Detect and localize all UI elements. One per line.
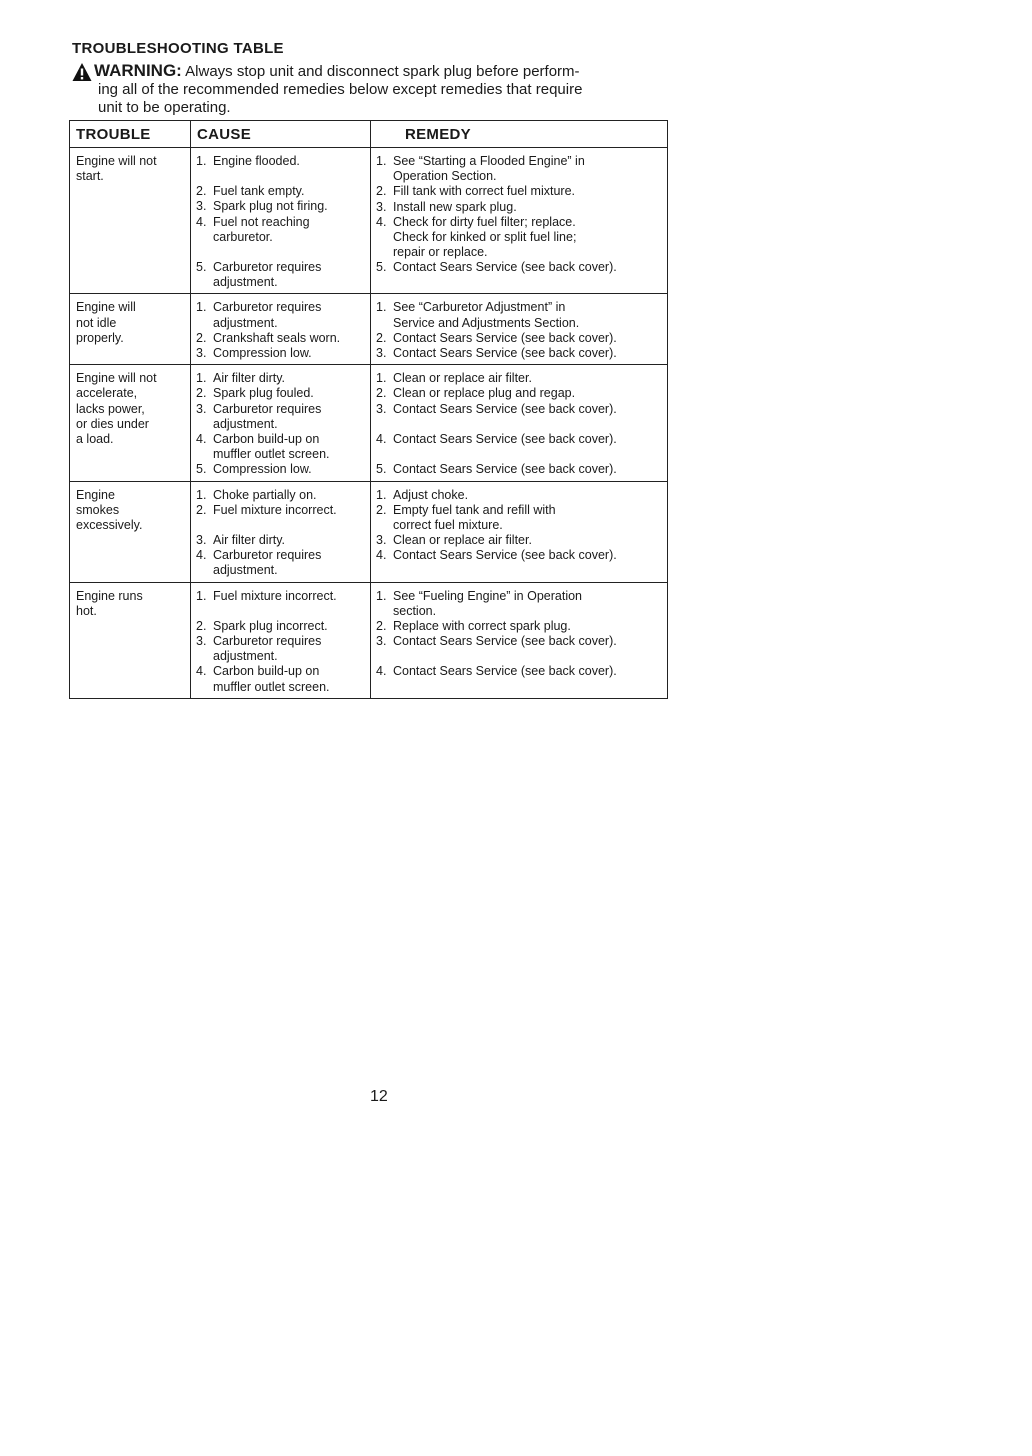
item-number: 2. (376, 330, 387, 345)
remedy-item (376, 634, 663, 649)
table-body (70, 148, 668, 699)
trouble-cell (70, 582, 191, 698)
remedy-item (376, 533, 663, 548)
item-text-line: Clean or replace air filter. (393, 533, 532, 548)
item-text-line: Install new spark plug. (393, 199, 517, 214)
item-text-line: section. (393, 603, 437, 618)
item-text (213, 402, 366, 432)
header-trouble: TROUBLE (70, 121, 191, 148)
spacer (376, 649, 663, 664)
trouble-text-line: Engine will not (76, 154, 157, 168)
item-text-line: Contact Sears Service (see back cover). (393, 401, 617, 416)
item-number: 1. (196, 300, 207, 315)
item-number: 4. (376, 548, 387, 563)
trouble-text-line: accelerate, (76, 386, 138, 401)
item-number: 2. (376, 184, 387, 199)
item-number: 3. (196, 401, 207, 416)
item-text-line: adjustment. (213, 649, 278, 664)
remedy-item (376, 664, 663, 679)
item-text (393, 154, 663, 184)
item-text-line: adjustment. (213, 563, 278, 578)
item-number: 1. (376, 154, 387, 168)
remedy-item (376, 402, 663, 417)
item-text-line: Fuel mixture incorrect. (213, 588, 337, 603)
item-text-line: Air filter dirty. (213, 533, 285, 548)
trouble-text-line: a load. (76, 432, 114, 447)
remedy-item (376, 154, 663, 184)
item-text-line: Compression low. (213, 462, 312, 477)
trouble-cell (70, 481, 191, 582)
item-text (393, 346, 663, 361)
item-text (393, 548, 663, 563)
cause-cell (191, 481, 371, 582)
remedy-cell (371, 365, 668, 481)
item-text-line: Check for dirty fuel filter; replace. (393, 214, 576, 229)
item-text-line: Contact Sears Service (see back cover). (393, 634, 617, 649)
cause-item (196, 533, 366, 548)
warning-text-line-3: unit to be operating. (98, 99, 231, 116)
item-number: 2. (376, 502, 387, 517)
item-number: 3. (376, 634, 387, 649)
table-row (70, 148, 668, 294)
item-text-line: adjustment. (213, 315, 278, 330)
spacer (196, 604, 366, 619)
table-row (70, 294, 668, 365)
item-number: 1. (196, 154, 207, 168)
item-text-line: Carburetor requires (213, 300, 322, 315)
item-number: 2. (196, 330, 207, 345)
cause-item (196, 619, 366, 634)
cause-item (196, 503, 366, 518)
item-text-line: Contact Sears Service (see back cover). (393, 462, 617, 477)
cause-item (196, 215, 366, 245)
cause-item (196, 346, 366, 361)
item-number: 1. (376, 371, 387, 386)
item-text-line: Fuel mixture incorrect. (213, 502, 337, 517)
table-row (70, 365, 668, 481)
cause-item (196, 432, 366, 462)
item-text (213, 346, 366, 361)
remedy-cell (371, 481, 668, 582)
trouble-text-line: properly. (76, 330, 124, 345)
cause-item (196, 402, 366, 432)
cause-cell (191, 148, 371, 294)
item-text (393, 503, 663, 533)
remedy-cell (371, 294, 668, 365)
trouble-text-line: hot. (76, 603, 97, 618)
remedy-item (376, 346, 663, 361)
cause-item (196, 634, 366, 664)
item-text-line: Carbon build-up on (213, 432, 320, 447)
cause-item (196, 260, 366, 290)
item-text (393, 488, 663, 503)
item-number: 4. (196, 214, 207, 229)
trouble-cell (70, 294, 191, 365)
item-text-line: adjustment. (213, 275, 278, 290)
item-text (213, 548, 366, 578)
item-text-line: muffler outlet screen. (213, 447, 330, 462)
item-number: 5. (196, 260, 207, 275)
warning-block (72, 62, 672, 117)
item-text-line: Clean or replace plug and regap. (393, 386, 576, 401)
item-text-line: See “Fueling Engine” in Operation (393, 588, 583, 603)
cause-item (196, 589, 366, 604)
item-text (393, 260, 663, 275)
item-text-line: Crankshaft seals worn. (213, 330, 341, 345)
remedy-item (376, 331, 663, 346)
header-remedy: REMEDY (371, 121, 668, 148)
page-title: TROUBLESHOOTING TABLE (72, 40, 284, 57)
warning-text-line-1: Always stop unit and disconnect spark plug before perform- (185, 63, 580, 80)
item-text (393, 215, 663, 261)
item-number: 3. (196, 346, 207, 361)
item-text-line: See “Starting a Flooded Engine” in (393, 154, 585, 168)
trouble-cell (70, 148, 191, 294)
remedy-item (376, 589, 663, 619)
page-number: 12 (370, 1088, 388, 1105)
item-number: 3. (196, 199, 207, 214)
item-number: 1. (196, 487, 207, 502)
item-text-line: Spark plug fouled. (213, 386, 314, 401)
item-text (213, 154, 366, 169)
remedy-cell (371, 582, 668, 698)
spacer (196, 518, 366, 533)
table-header-row (70, 121, 668, 148)
item-number: 1. (376, 588, 387, 603)
item-number: 4. (196, 432, 207, 447)
item-number: 3. (196, 634, 207, 649)
item-text (393, 371, 663, 386)
item-text-line: Carbon build-up on (213, 664, 320, 679)
item-text (213, 260, 366, 290)
cause-item (196, 154, 366, 169)
item-text-line: Contact Sears Service (see back cover). (393, 431, 617, 446)
item-number: 2. (376, 619, 387, 634)
item-text (393, 634, 663, 649)
remedy-item (376, 548, 663, 563)
trouble-text-line: Engine will (76, 300, 136, 315)
trouble-text-line: smokes (76, 502, 120, 517)
item-number: 5. (376, 260, 387, 275)
item-number: 2. (196, 184, 207, 199)
remedy-item (376, 215, 663, 261)
item-text (393, 589, 663, 619)
trouble-text-line: or dies under (76, 416, 149, 431)
item-number: 4. (376, 431, 387, 446)
item-number: 3. (376, 533, 387, 548)
item-text-line: Contact Sears Service (see back cover). (393, 330, 617, 345)
item-number: 2. (196, 618, 207, 633)
item-text-line: Fuel not reaching (213, 214, 310, 229)
warning-text-line-2: ing all of the recommended remedies below except remedies that require (98, 81, 583, 98)
item-text (393, 402, 663, 417)
spacer (376, 417, 663, 432)
item-text-line: Carburetor requires (213, 260, 322, 275)
item-text-line: Carburetor requires (213, 401, 322, 416)
item-text-line: Compression low. (213, 346, 312, 361)
item-text (213, 300, 366, 330)
item-number: 4. (376, 214, 387, 229)
header-cause: CAUSE (191, 121, 371, 148)
item-text-line: correct fuel mixture. (393, 518, 503, 533)
item-text (213, 503, 366, 518)
cause-cell (191, 582, 371, 698)
item-text-line: adjustment. (213, 416, 278, 431)
cause-item (196, 199, 366, 214)
cause-item (196, 488, 366, 503)
item-number: 2. (196, 386, 207, 401)
item-number: 4. (196, 664, 207, 679)
remedy-item (376, 462, 663, 477)
trouble-text-line: excessively. (76, 518, 143, 533)
remedy-cell (371, 148, 668, 294)
item-text (213, 634, 366, 664)
table-row (70, 481, 668, 582)
item-text-line: Engine flooded. (213, 154, 300, 168)
remedy-item (376, 432, 663, 447)
item-text-line: Spark plug incorrect. (213, 618, 328, 633)
cause-item (196, 386, 366, 401)
cause-item (196, 548, 366, 578)
item-text (213, 619, 366, 634)
cause-cell (191, 294, 371, 365)
cause-item (196, 371, 366, 386)
item-text-line: Clean or replace air filter. (393, 371, 532, 386)
item-text-line: Service and Adjustments Section. (393, 315, 580, 330)
item-text (213, 215, 366, 245)
item-text (393, 619, 663, 634)
item-text-line: Air filter dirty. (213, 371, 285, 386)
item-text (213, 386, 366, 401)
trouble-text-line: start. (76, 169, 104, 184)
item-text-line: Carburetor requires (213, 634, 322, 649)
remedy-item (376, 260, 663, 275)
item-text (393, 300, 663, 330)
item-text-line: Fuel tank empty. (213, 184, 305, 199)
item-text (213, 462, 366, 477)
item-text-line: carburetor. (213, 229, 273, 244)
spacer (376, 447, 663, 462)
trouble-text-line: lacks power, (76, 401, 145, 416)
troubleshooting-table (69, 120, 668, 699)
item-text (213, 488, 366, 503)
spacer (196, 245, 366, 260)
item-number: 3. (376, 346, 387, 361)
item-text-line: Operation Section. (393, 169, 497, 184)
cause-item (196, 300, 366, 330)
item-text (213, 371, 366, 386)
remedy-item (376, 619, 663, 634)
item-number: 5. (376, 462, 387, 477)
trouble-text-line: Engine runs (76, 588, 143, 603)
trouble-cell (70, 365, 191, 481)
cause-item (196, 331, 366, 346)
item-text-line: Contact Sears Service (see back cover). (393, 346, 617, 361)
table-row (70, 582, 668, 698)
trouble-text-line: not idle (76, 315, 117, 330)
remedy-item (376, 184, 663, 199)
warning-triangle-icon (72, 62, 92, 82)
remedy-item (376, 488, 663, 503)
cause-cell (191, 365, 371, 481)
remedy-item (376, 503, 663, 533)
item-text (213, 664, 366, 694)
cause-item (196, 184, 366, 199)
item-text-line: repair or replace. (393, 245, 488, 260)
remedy-item (376, 386, 663, 401)
item-text-line: Contact Sears Service (see back cover). (393, 548, 617, 563)
item-number: 5. (196, 462, 207, 477)
remedy-item (376, 371, 663, 386)
item-text-line: Adjust choke. (393, 487, 469, 502)
item-text (393, 184, 663, 199)
item-number: 1. (196, 371, 207, 386)
item-text-line: Check for kinked or split fuel line; (393, 230, 577, 245)
item-text-line: Empty fuel tank and refill with (393, 502, 556, 517)
item-text-line: Contact Sears Service (see back cover). (393, 664, 617, 679)
item-number: 2. (196, 502, 207, 517)
item-text (393, 462, 663, 477)
item-number: 4. (376, 664, 387, 679)
item-text-line: See “Carburetor Adjustment” in (393, 300, 566, 315)
item-number: 1. (376, 487, 387, 502)
item-text (393, 331, 663, 346)
item-text (393, 386, 663, 401)
item-text-line: Choke partially on. (213, 487, 317, 502)
spacer (196, 169, 366, 184)
item-text (393, 432, 663, 447)
item-text-line: Spark plug not firing. (213, 199, 328, 214)
item-number: 2. (376, 386, 387, 401)
item-text-line: Contact Sears Service (see back cover). (393, 260, 617, 275)
item-text (213, 589, 366, 604)
item-text-line: Fill tank with correct fuel mixture. (393, 184, 575, 199)
item-text-line: Replace with correct spark plug. (393, 619, 571, 634)
item-text-line: Carburetor requires (213, 548, 322, 563)
warning-label: WARNING: (94, 61, 182, 80)
item-text-line: muffler outlet screen. (213, 679, 330, 694)
item-number: 3. (196, 533, 207, 548)
item-text (213, 432, 366, 462)
item-text (213, 184, 366, 199)
item-number: 3. (376, 199, 387, 214)
item-number: 1. (376, 300, 387, 315)
trouble-text-line: Engine will not (76, 371, 157, 386)
item-text (213, 331, 366, 346)
remedy-item (376, 300, 663, 330)
item-number: 1. (196, 588, 207, 603)
item-number: 3. (376, 401, 387, 416)
item-text (213, 199, 366, 214)
item-text (393, 200, 663, 215)
cause-item (196, 664, 366, 694)
item-text (393, 533, 663, 548)
item-text (213, 533, 366, 548)
item-text (393, 664, 663, 679)
remedy-item (376, 200, 663, 215)
item-number: 4. (196, 548, 207, 563)
cause-item (196, 462, 366, 477)
trouble-text-line: Engine (76, 487, 115, 502)
